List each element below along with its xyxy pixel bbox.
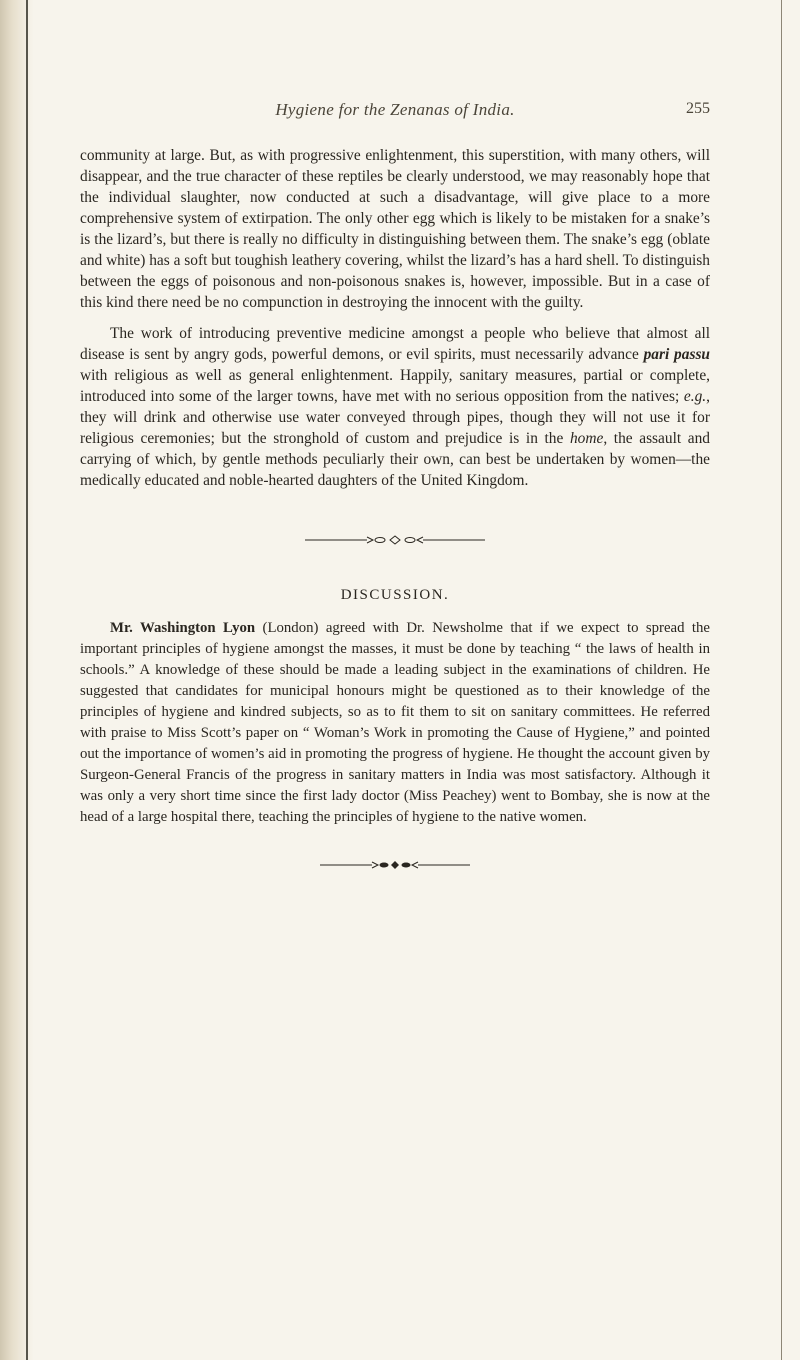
binding-gutter [0, 0, 34, 1360]
speaker-name: Mr. Washington Lyon [110, 620, 256, 636]
section-ornament-upper [80, 535, 710, 545]
abbreviation-eg: e.g. [683, 388, 707, 405]
page-number: 255 [686, 100, 710, 117]
emphasis-home: home [569, 430, 604, 447]
discussion-paragraph: Mr. Washington Lyon (London) agreed with Dr. Newsholme that if we expect to spread the important principles of hygiene amongst the masses, it must be done by teaching “ the laws of health in schools.” A knowledge of these should be made a leading subject in the examinations of children. He suggested that candidates for municipal honours might be questioned as to their knowledge of the principles of hygiene and kindred subjects, so as to fit them to sit on sanitary committees. He referred with praise to Miss Scott’s paper on “ Woman’s Work in promoting the Cause of Hygiene,” and pointed out the importance of women’s aid in promoting the progress of hygiene. He thought the account given by Surgeon-General Francis of the progress in sanitary matters in India was most satisfactory. Although it was only a very short time since the first lady doctor (Miss Peachey) went to Bombay, she is now at the head of a large hospital there, teaching the principles of hygiene to the native women. [80, 620, 710, 825]
paragraph-continued: community at large. But, as with progressive enlightenment, this superstition, with many others, will disappear, and the true character of these reptiles be clearly understood, we may reasonably hope that the individual slaughter, now conducted at such a disadvantage, will give place to a more comprehensive system of extirpation. The only other egg which is likely to be mistaken for a snake’s is the lizard’s, but there is really no difficulty in distinguishing between them. The snake’s egg (oblate and white) has a soft but toughish leathery covering, whilst the lizard’s has a hard shell. To distinguish between the eggs of poisonous and non-poisonous snakes is, however, impossible. But in a case of this kind there need be no compunction in destroying the innocent with the guilty. [80, 147, 710, 311]
body-text [80, 145, 710, 870]
running-title: Hygiene for the Zenanas of India. [275, 100, 515, 119]
section-ornament-lower [80, 860, 710, 870]
paragraph-preventive-medicine: The work of introducing preventive medicine amongst a people who believe that almost all disease is sent by angry gods, powerful demons, or evil spirits, must necessarily advance pari passu with religious as well as general enlightenment. Happily, sanitary measures, partial or complete, introduced into some of the larger towns, have met with no serious opposition from the natives; e.g., they will drink and otherwise use water conveyed through pipes, though they will not use it for religious ceremonies; but the stronghold of custom and prejudice is in the home, the assault and carrying of which, by gentle methods peculiarly their own, can best be undertaken by women—the medically educated and noble-hearted daughters of the United Kingdom. [80, 325, 710, 489]
page-edge-line [781, 0, 782, 1360]
ornament-open-diamond-icon [305, 535, 485, 545]
binding-edge-line [26, 0, 28, 1360]
running-head [80, 100, 710, 126]
latin-phrase: pari passu [643, 346, 710, 363]
ornament-filled-diamond-icon [320, 860, 470, 870]
discussion-heading: DISCUSSION. [340, 587, 450, 603]
